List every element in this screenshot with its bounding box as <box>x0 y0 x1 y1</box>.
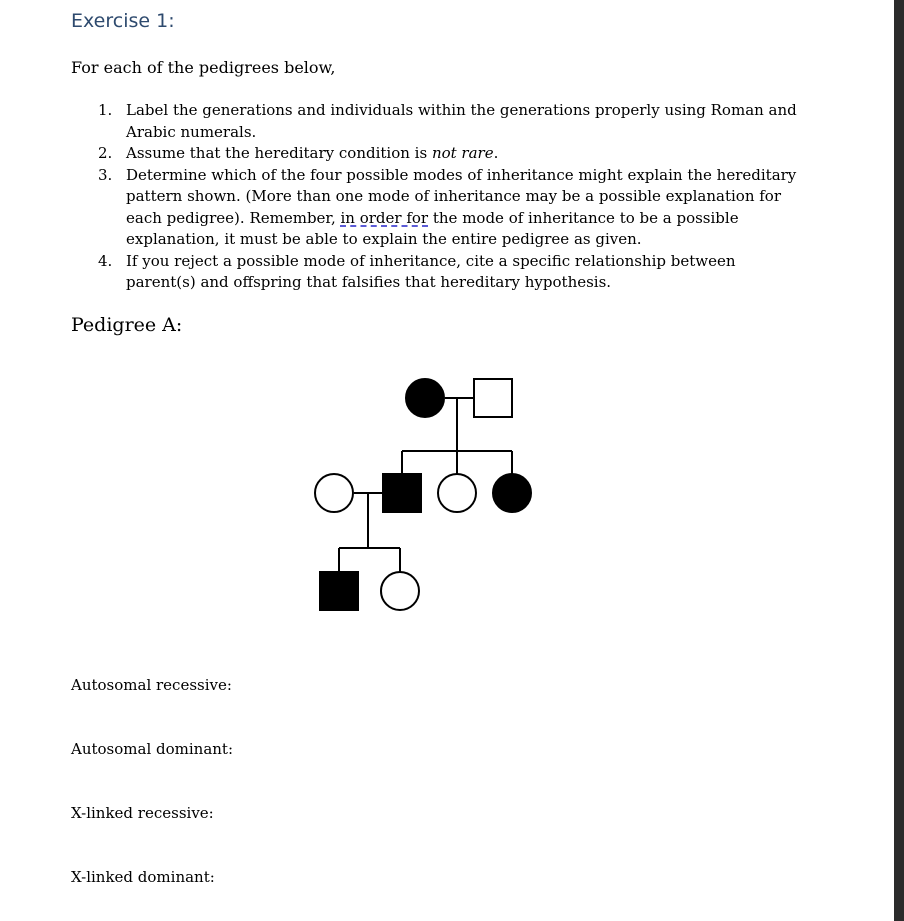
affected-male-symbol <box>383 474 421 512</box>
autosomal-recessive-label: Autosomal recessive: <box>71 676 232 694</box>
instruction-number: 4. <box>98 251 113 270</box>
autosomal-dominant-label: Autosomal dominant: <box>71 740 234 758</box>
unaffected-female-symbol <box>438 474 476 512</box>
intro-text: For each of the pedigrees below, <box>71 58 336 77</box>
pedigree-title: Pedigree A: <box>71 314 183 336</box>
exercise-title: Exercise 1: <box>71 10 175 32</box>
instruction-text-end: the mode of inheritance to be a possible explanation, it must be able to explain the entire pedigree as given. <box>126 208 739 248</box>
affected-female-symbol <box>493 474 531 512</box>
affected-female-symbol <box>406 379 444 417</box>
instruction-number: 3. <box>98 165 113 184</box>
unaffected-male-symbol <box>474 379 512 417</box>
pedigree-lines <box>339 398 512 572</box>
instruction-text: Determine which of the four possible modes of inheritance might explain the hereditary pattern shown. (More than one mode of inheritance may be a possible explanation for each pedigree). Remember, <box>126 165 797 227</box>
unaffected-female-symbol <box>315 474 353 512</box>
instruction-emphasis: not rare <box>431 144 494 162</box>
window-edge-bar <box>894 0 904 921</box>
affected-male-symbol <box>320 572 358 610</box>
instruction-text: Assume that the hereditary condition is <box>126 144 432 162</box>
instruction-text-end: . <box>493 144 499 162</box>
x-linked-dominant-label: X-linked dominant: <box>71 868 215 886</box>
grammar-flagged-text[interactable]: in order for <box>340 208 429 227</box>
unaffected-female-symbol <box>381 572 419 610</box>
instruction-text: If you reject a possible mode of inheritance, cite a specific relationship between parent(s) and offspring that falsifies that hereditary hypothesis. <box>126 251 736 291</box>
instruction-text: Label the generations and individuals within the generations properly using Roman and Arabic numerals. <box>126 101 797 141</box>
instruction-number: 2. <box>98 144 113 162</box>
x-linked-recessive-label: X-linked recessive: <box>71 804 214 822</box>
instruction-number: 1. <box>98 101 113 119</box>
